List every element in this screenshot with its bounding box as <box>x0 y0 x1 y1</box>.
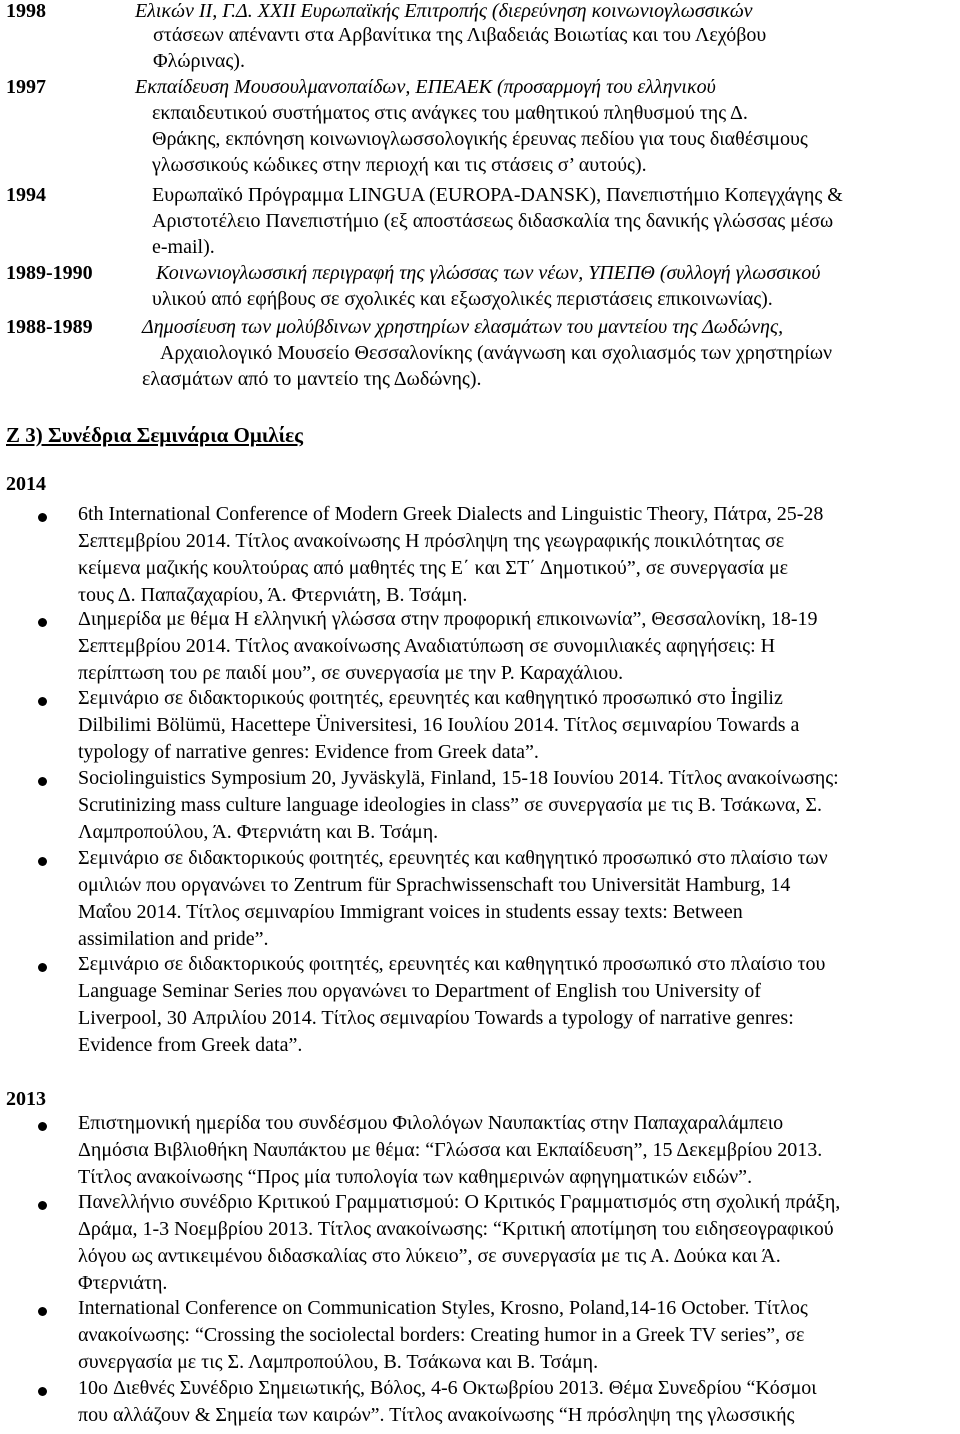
list-item-line: assimilation and pride”. <box>78 928 269 950</box>
project-line: Κοινωνιογλωσσική περιγραφή της γλώσσας των νέων, ΥΠΕΠΘ (συλλογή γλωσσικού <box>156 262 821 284</box>
list-item-line: 10o Διεθνές Συνέδριο Σημειωτικής, Βόλος, 4-6 Οκτωβρίου 2013. Θέμα Συνεδρίου “Κόσμοι <box>78 1377 817 1399</box>
bullet-icon <box>38 513 47 522</box>
list-item-line: Sociolinguistics Symposium 20, Jyväskylä, Finland, 15-18 Ιουνίου 2014. Τίτλος ανακοίνωσης: <box>78 767 839 789</box>
list-item-line: Language Seminar Series που οργανώνει το Department of English του University of <box>78 980 761 1002</box>
list-item-line: κείμενα μαζικής κουλτούρας από μαθητές της Ε΄ και ΣΤ΄ Δημοτικού”, σε συνεργασία με <box>78 557 789 579</box>
list-item-line: Σεπτεμβρίου 2014. Τίτλος ανακοίνωσης Η πρόσληψη της γεωγραφικής ποικιλότητας σε <box>78 530 785 552</box>
list-item-line: ανακοίνωσης: “Crossing the sociolectal borders: Creating humor in a Greek TV series”, σε <box>78 1324 805 1346</box>
list-item-line: Λαμπροπούλου, Ά. Φτερνιάτη και Β. Τσάμη. <box>78 821 439 843</box>
section-title: Ζ 3) Συνέδρια Σεμινάρια Ομιλίες <box>6 423 303 447</box>
project-year: 1998 <box>6 0 46 22</box>
project-line: Φλώρινας). <box>153 50 245 72</box>
list-item-line: International Conference on Communication Styles, Krosno, Poland,14-16 October. Τίτλος <box>78 1297 808 1319</box>
project-line: Δημοσίευση των μολύβδινων χρηστηρίων ελασμάτων του μαντείου της Δωδώνης, <box>142 316 784 338</box>
project-line: Ευρωπαϊκό Πρόγραμμα LINGUA (EUROPA-DANSK), Πανεπιστήμιο Κοπεγχάγης & <box>152 184 843 206</box>
list-item-line: ομιλιών που οργανώνει το Zentrum für Sprachwissenschaft του Universität Hamburg, 14 <box>78 874 791 896</box>
project-year: 1988-1989 <box>6 316 93 338</box>
list-item-line: Evidence from Greek data”. <box>78 1034 303 1056</box>
bullet-icon <box>38 963 47 972</box>
list-item-line: που αλλάζουν & Σημεία των καιρών”. Τίτλος ανακοίνωσης “Η πρόσληψη της γλωσσικής <box>78 1404 795 1426</box>
list-item-line: Σεμινάριο σε διδακτορικούς φοιτητές, ερευνητές και καθηγητικό προσωπικό στο πλαίσιο του <box>78 953 826 975</box>
bullet-icon <box>38 1201 47 1210</box>
list-item-line: τους Δ. Παπαζαχαρίου, Ά. Φτερνιάτη, Β. Τσάμη. <box>78 584 468 606</box>
list-item-line: Σεμινάριο σε διδακτορικούς φοιτητές, ερευνητές και καθηγητικό προσωπικό στο πλαίσιο των <box>78 847 828 869</box>
list-item-line: Σεπτεμβρίου 2014. Τίτλος ανακοίνωσης Αναδιατύπωση σε συνομιλιακές αφηγήσεις: Η <box>78 635 776 657</box>
list-item-line: Scrutinizing mass culture language ideologies in class” σε συνεργασία με τις Β. Τσάκωνα, Σ. <box>78 794 823 816</box>
list-item-line: Πανελλήνιο συνέδριο Κριτικού Γραμματισμού: Ο Κριτικός Γραμματισμός στη σχολική πράξη, <box>78 1191 841 1213</box>
bullet-icon <box>38 777 47 786</box>
list-item-line: Σεμινάριο σε διδακτορικούς φοιτητές, ερευνητές και καθηγητικό προσωπικό στο İngiliz <box>78 687 783 709</box>
list-item-line: Δημόσια Βιβλιοθήκη Ναυπάκτου με θέμα: “Γλώσσα και Εκπαίδευση”, 15 Δεκεμβρίου 2013. <box>78 1139 823 1161</box>
list-item-line: λόγου ως αντικειμένου διδασκαλίας στο λύκειο”, σε συνεργασία με τις Α. Δούκα και Ά. <box>78 1245 781 1267</box>
list-item-line: Διημερίδα με θέμα Η ελληνική γλώσσα στην προφορική επικοινωνία”, Θεσσαλονίκη, 18-19 <box>78 608 818 630</box>
project-line: υλικού από εφήβους σε σχολικές και εξωσχολικές περιστάσεις επικοινωνίας). <box>152 288 773 310</box>
project-line: στάσεων απέναντι στα Αρβανίτικα της Λιβαδειάς Βοιωτίας και του Λεχόβου <box>153 24 767 46</box>
bullet-icon <box>38 1307 47 1316</box>
bullet-icon <box>38 618 47 627</box>
list-item-line: συνεργασία με τις Σ. Λαμπροπούλου, Β. Τσάκωνα και Β. Τσάμη. <box>78 1351 599 1373</box>
list-item-line: Dilbilimi Bölümü, Hacettepe Üniversitesi, 16 Ιουλίου 2014. Τίτλος σεμιναρίου Towards a <box>78 714 800 736</box>
list-item-line: Μαΐου 2014. Τίτλος σεμιναρίου Immigrant voices in students essay texts: Between <box>78 901 743 923</box>
bullet-icon <box>38 1387 47 1396</box>
project-year: 1997 <box>6 76 46 98</box>
bullet-icon <box>38 697 47 706</box>
list-item-line: περίπτωση του ρε παιδί μου”, σε συνεργασία με την Ρ. Καραχάλιου. <box>78 662 624 684</box>
list-item-line: 6th International Conference of Modern Greek Dialects and Linguistic Theory, Πάτρα, 25-28 <box>78 503 824 525</box>
list-item-line: Επιστημονική ημερίδα του συνδέσμου Φιλολόγων Ναυπακτίας στην Παπαχαραλάμπειο <box>78 1112 784 1134</box>
group-year: 2013 <box>6 1088 46 1110</box>
list-item-line: Τίτλος ανακοίνωσης “Προς μία τυπολογία των καθημερινών αφηγηματικών ειδών”. <box>78 1166 753 1188</box>
project-line: ελασμάτων από το μαντείο της Δωδώνης). <box>142 368 482 390</box>
bullet-icon <box>38 1122 47 1131</box>
list-item-line: Φτερνιάτη. <box>78 1272 168 1294</box>
list-item-line: Δράμα, 1-3 Νοεμβρίου 2013. Τίτλος ανακοίνωσης: “Κριτική αποτίμηση του ειδησεογραφικού <box>78 1218 834 1240</box>
project-year: 1994 <box>6 184 46 206</box>
project-line: εκπαιδευτικού συστήματος στις ανάγκες του μαθητικού πληθυσμού της Δ. <box>152 102 748 124</box>
project-year: 1989-1990 <box>6 262 93 284</box>
project-line: Ελικών ΙΙ, Γ.Δ. XXII Ευρωπαϊκής Επιτροπής (διερεύνηση κοινωνιογλωσσικών <box>135 0 753 22</box>
project-line: Αριστοτέλειο Πανεπιστήμιο (εξ αποστάσεως διδασκαλία της δανικής γλώσσας μέσω <box>152 210 834 232</box>
bullet-icon <box>38 857 47 866</box>
list-item-line: typology of narrative genres: Evidence from Greek data”. <box>78 741 539 763</box>
project-line: e-mail). <box>152 236 215 258</box>
project-line: Εκπαίδευση Μουσουλμανοπαίδων, ΕΠΕΑΕΚ (προσαρμογή του ελληνικού <box>135 76 716 98</box>
group-year: 2014 <box>6 473 46 495</box>
project-line: Θράκης, εκπόνηση κοινωνιογλωσσολογικής έρευνας πεδίου για τους διαθέσιμους <box>152 128 808 150</box>
project-line: γλωσσικούς κώδικες στην περιοχή και τις στάσεις σ’ αυτούς). <box>152 154 647 176</box>
list-item-line: Liverpool, 30 Απριλίου 2014. Τίτλος σεμιναρίου Towards a typology of narrative genres: <box>78 1007 794 1029</box>
project-line: Αρχαιολογικό Μουσείο Θεσσαλονίκης (ανάγνωση και σχολιασμός των χρηστηρίων <box>160 342 833 364</box>
